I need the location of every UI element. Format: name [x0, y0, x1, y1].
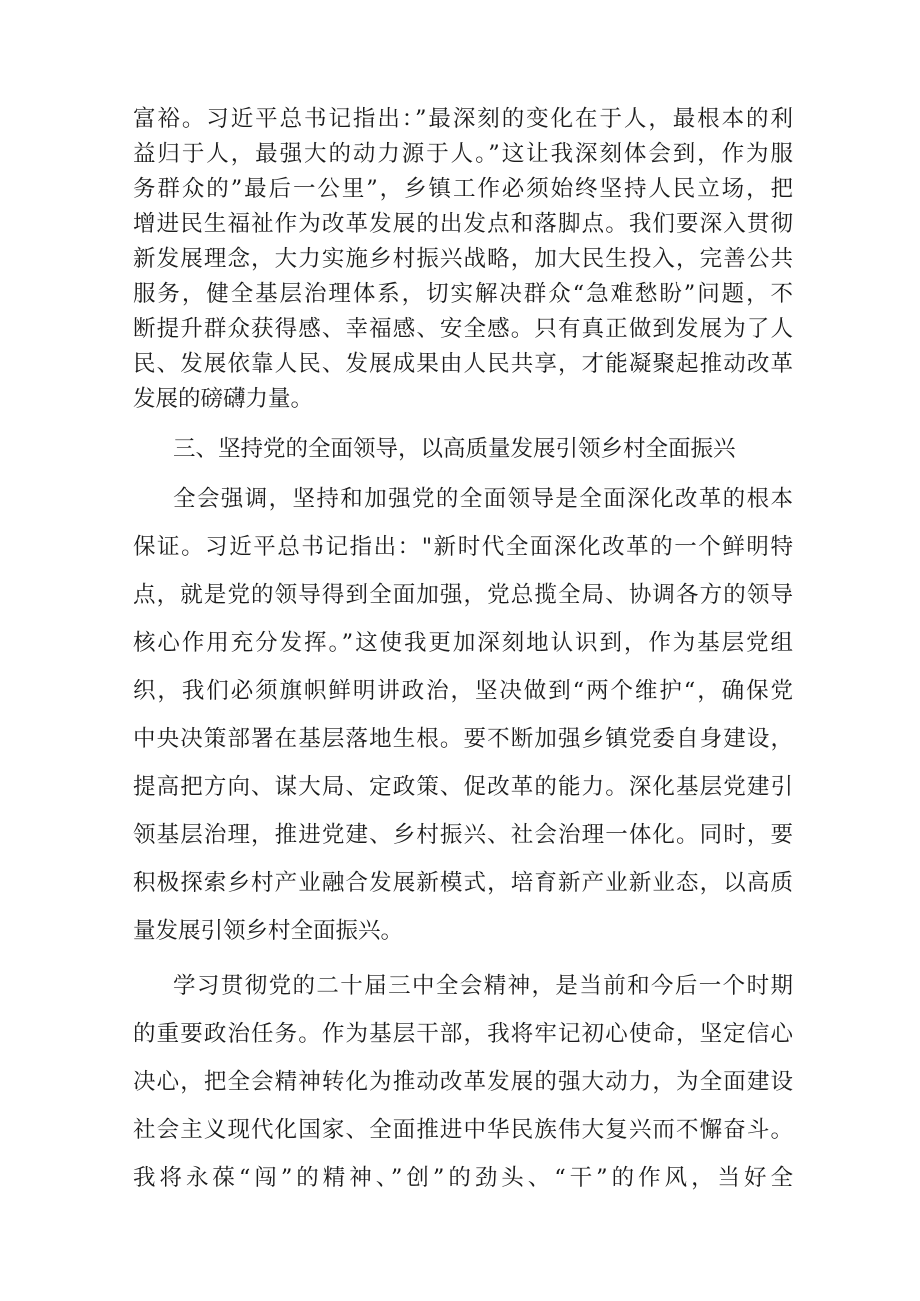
paragraph-2-line-6: 中央决策部署在基层落地生根。要不断加强乡镇党委自身建设， — [133, 726, 793, 752]
paragraph-1-line-8: 民、发展依靠人民、发展成果由人民共享，才能凝聚起推动改革 — [133, 351, 793, 377]
paragraph-2-line-1: 全会强调，坚持和加强党的全面领导是全面深化改革的根本 — [173, 486, 793, 512]
paragraph-1-line-5: 新发展理念，大力实施乡村振兴战略，加大民生投入，完善公共 — [133, 246, 793, 272]
paragraph-3-line-4: 社会主义现代化国家、全面推进中华民族伟大复兴而不懈奋斗。 — [133, 1117, 793, 1143]
paragraph-2-line-10: 量发展引领乡村全面振兴。 — [133, 918, 404, 944]
section-heading-3: 三、坚持党的全面领导，以高质量发展引领乡村全面振兴 — [173, 436, 736, 462]
paragraph-1-line-9: 发展的磅礴力量。 — [133, 386, 314, 412]
paragraph-1-line-3: 务群众的”最后一公里”，乡镇工作必须始终坚持人民立场，把 — [133, 176, 793, 202]
paragraph-2-line-4: 核心作用充分发挥。”这使我更加深刻地认识到，作为基层党组 — [133, 630, 793, 656]
paragraph-1-line-1: 富裕。习近平总书记指出：”最深刻的变化在于人，最根本的利 — [133, 106, 793, 132]
paragraph-3-line-2: 的重要政治任务。作为基层干部，我将牢记初心使命，坚定信心 — [133, 1021, 793, 1047]
paragraph-1-line-7: 断提升群众获得感、幸福感、安全感。只有真正做到发展为了人 — [133, 316, 793, 342]
paragraph-2-line-9: 积极探索乡村产业融合发展新模式，培育新产业新业态，以高质 — [133, 870, 793, 896]
paragraph-2-line-8: 领基层治理，推进党建、乡村振兴、社会治理一体化。同时，要 — [133, 822, 793, 848]
paragraph-2-line-7: 提高把方向、谋大局、定政策、促改革的能力。深化基层党建引 — [133, 774, 793, 800]
paragraph-1-line-6: 服务，健全基层治理体系，切实解决群众“急难愁盼”问题，不 — [133, 281, 793, 307]
paragraph-2-line-3: 点，就是党的领导得到全面加强，党总揽全局、协调各方的领导 — [133, 582, 793, 608]
paragraph-3-line-5: 我将永葆“闯”的精神、”创”的劲头、“干”的作风，当好全 — [133, 1165, 793, 1191]
paragraph-2-line-5: 织，我们必须旗帜鲜明讲政治，坚决做到“两个维护“，确保党 — [133, 678, 793, 704]
paragraph-1-line-4: 增进民生福祉作为改革发展的出发点和落脚点。我们要深入贯彻 — [133, 211, 793, 237]
paragraph-3-line-3: 决心，把全会精神转化为推动改革发展的强大动力，为全面建设 — [133, 1069, 793, 1095]
paragraph-2-line-2: 保证。习近平总书记指出："新时代全面深化改革的一个鲜明特 — [133, 534, 793, 560]
paragraph-3-line-1: 学习贯彻党的二十届三中全会精神，是当前和今后一个时期 — [173, 973, 793, 999]
paragraph-1-line-2: 益归于人，最强大的动力源于人。”这让我深刻体会到，作为服 — [133, 141, 793, 167]
